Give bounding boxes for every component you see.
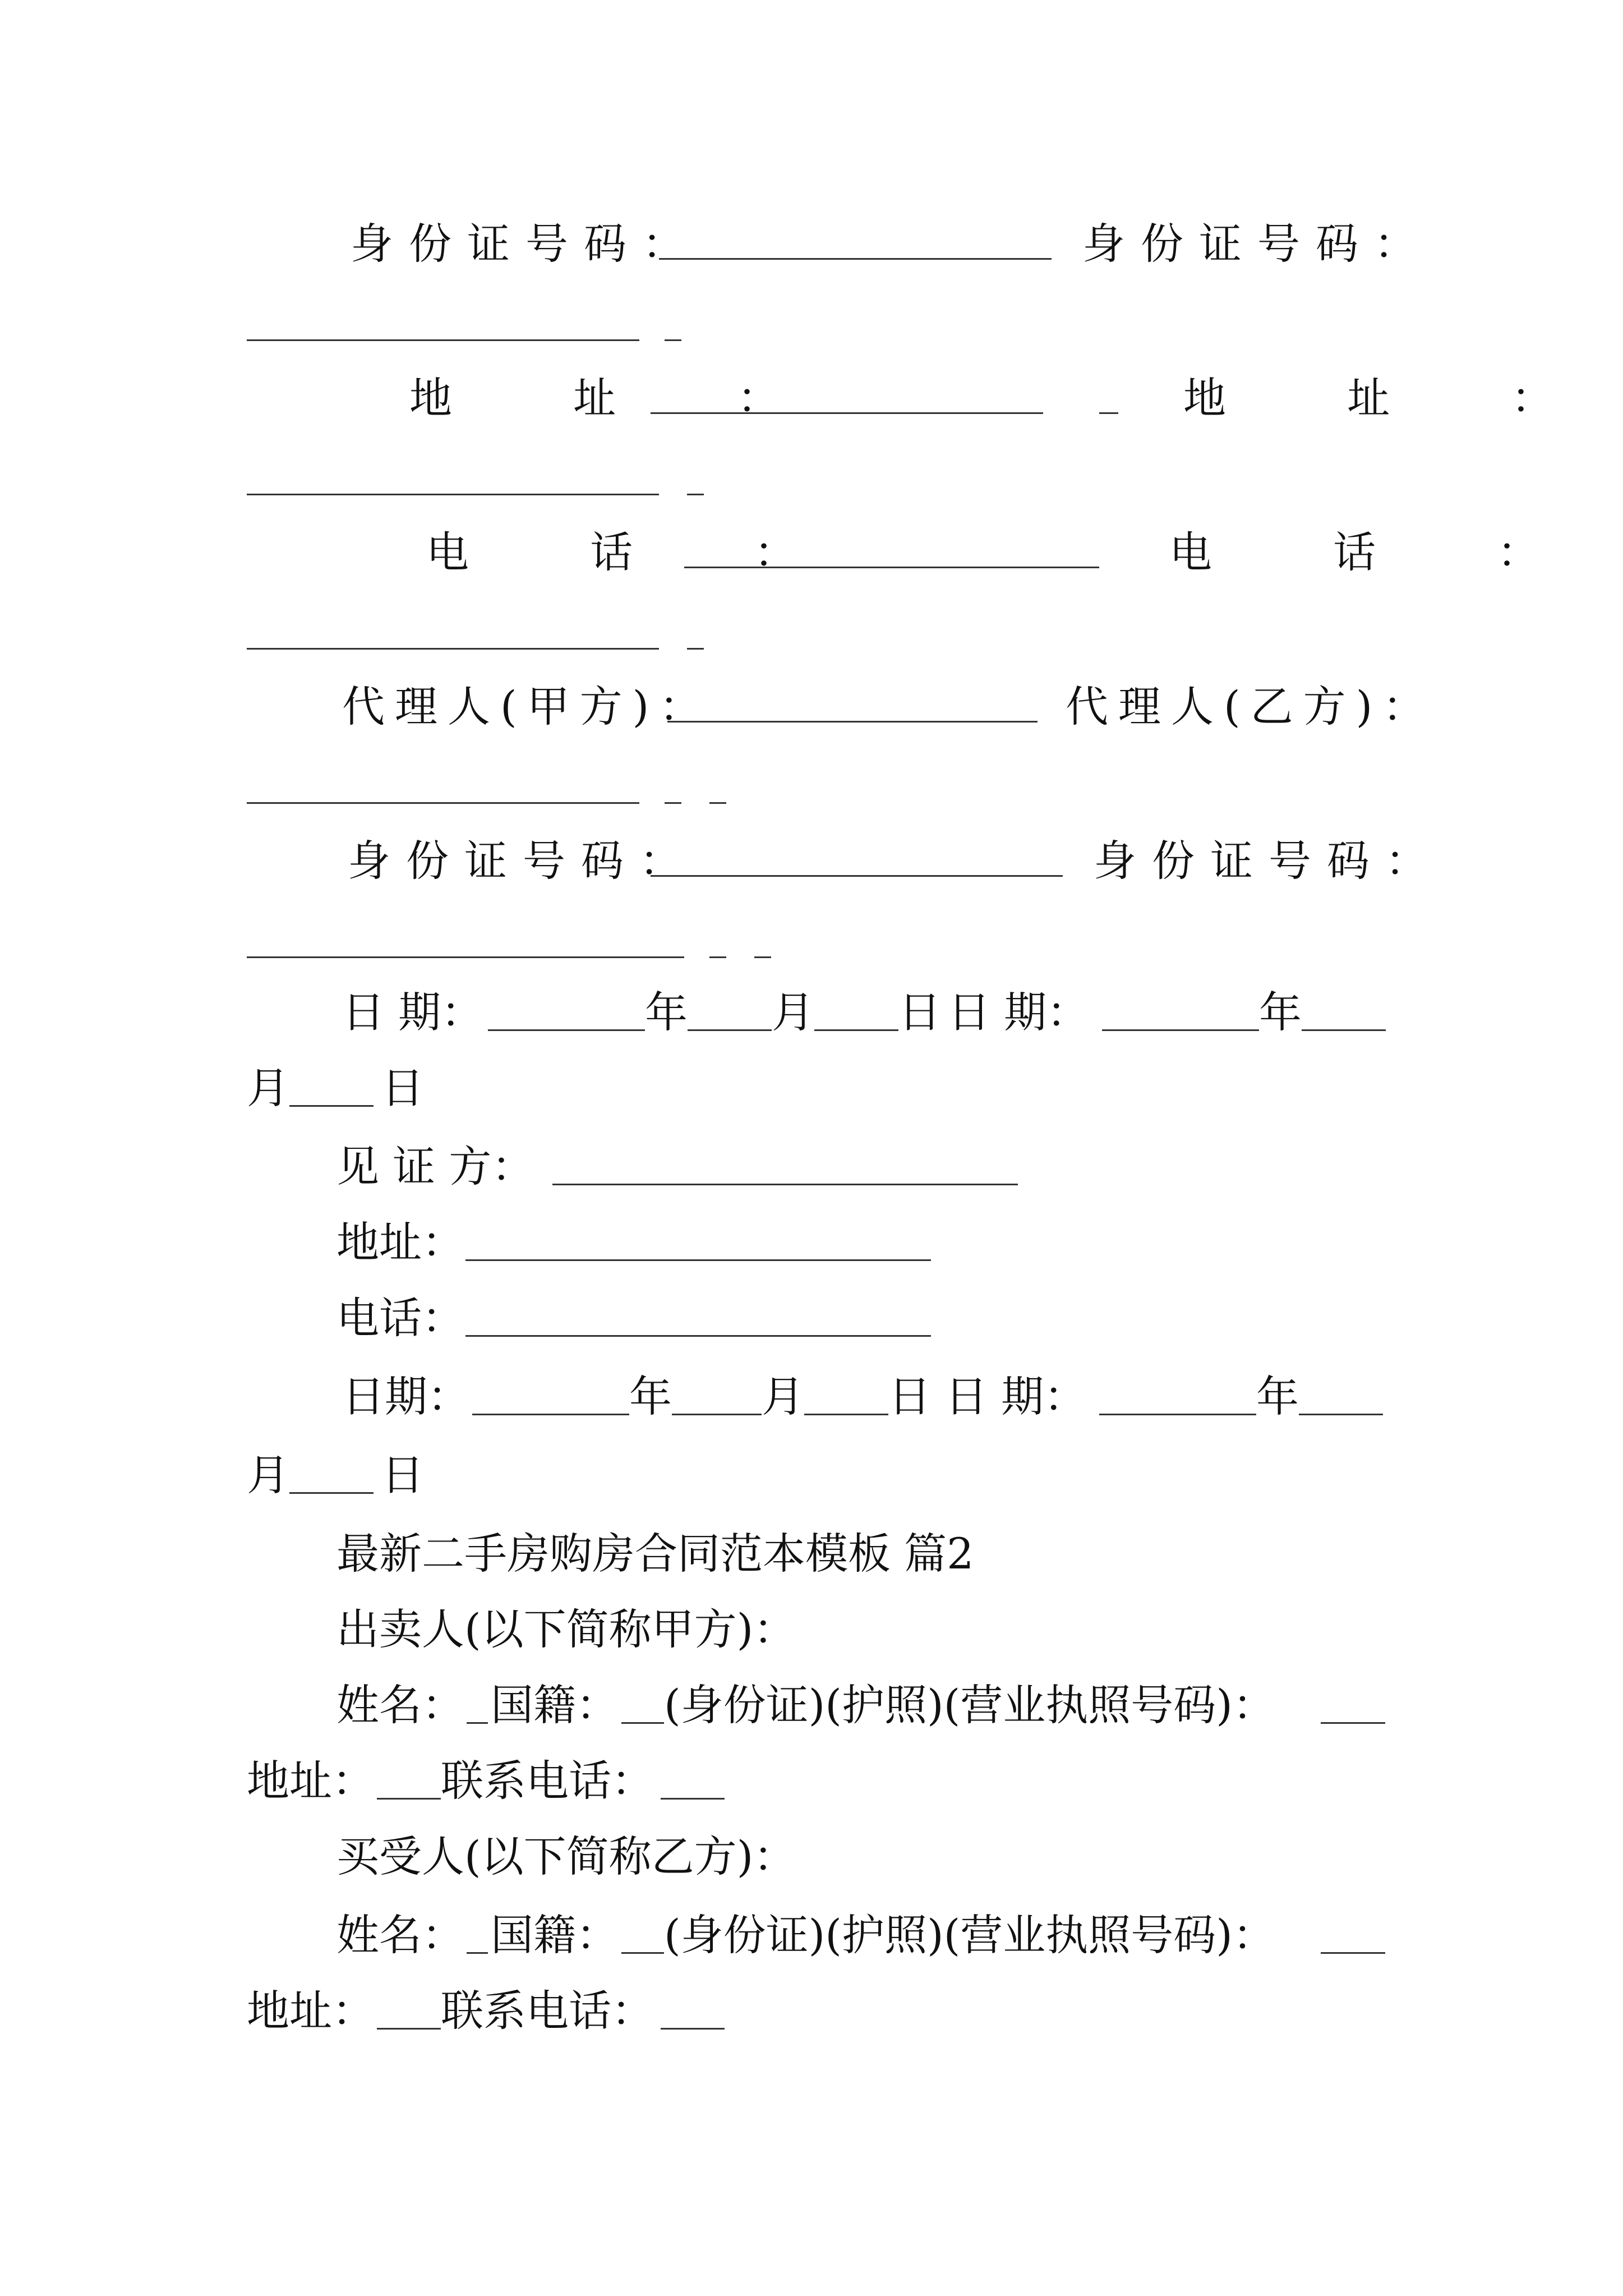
address-row-1 xyxy=(0,353,1623,443)
buyer-name-label: 姓名： xyxy=(336,1910,464,1960)
buyer-nationality-blank xyxy=(621,1952,664,1954)
blank-tail xyxy=(687,494,704,495)
date-row-2 xyxy=(0,1352,1623,1442)
witness-address-label: 地址： xyxy=(336,1217,464,1267)
date-row-1-cont xyxy=(0,1043,1623,1133)
witness-day-blank-b xyxy=(289,1492,374,1494)
agent-label-a: 代理人(甲方)： xyxy=(342,682,712,731)
witness-year-b: 年 xyxy=(1256,1372,1299,1421)
blank-tail xyxy=(687,648,704,650)
witness-year-blank-b xyxy=(1099,1414,1256,1415)
date-day-b: 日 xyxy=(381,1063,424,1113)
agent-blank-b xyxy=(247,802,639,804)
buyer-intro-row xyxy=(0,1812,1623,1902)
buyer-phone-label: 联系电话： xyxy=(441,1986,654,2036)
blank-tail xyxy=(709,956,726,958)
buyer-address-label: 地址： xyxy=(247,1986,375,2036)
witness-date-label-b: 日 期： xyxy=(945,1372,1087,1421)
witness-phone-blank xyxy=(465,1335,931,1337)
agent-id-label-b: 身份证号码： xyxy=(1094,836,1444,886)
id-number-blank-a xyxy=(659,258,1052,260)
witness-year: 年 xyxy=(629,1372,672,1421)
address-label-a: 地 址 ： xyxy=(409,373,834,423)
seller-name-blank xyxy=(467,1722,488,1724)
phone-label-b: 电 话 ： xyxy=(1169,527,1594,577)
buyer-name-blank xyxy=(467,1952,488,1954)
blank-tail xyxy=(709,802,726,804)
id-number-label-b: 身份证号码： xyxy=(1082,219,1432,269)
date-month-b: 月 xyxy=(247,1063,289,1113)
date-year-blank-b xyxy=(1102,1029,1259,1031)
seller-nationality-blank xyxy=(621,1722,664,1724)
buyer-intro: 买受人(以下简称乙方)： xyxy=(336,1832,796,1881)
section-heading: 最新二手房购房合同范本模板 篇2 xyxy=(336,1529,974,1579)
date-label-b: 日 期： xyxy=(948,987,1090,1037)
blank-tail xyxy=(754,956,771,958)
witness-month-b: 月 xyxy=(247,1450,289,1500)
buyer-address-blank xyxy=(377,2028,441,2030)
blank-tail xyxy=(665,339,681,341)
agent-label-b: 代理人(乙方)： xyxy=(1066,682,1436,731)
address-blank-b xyxy=(247,494,659,495)
date-day-a: 日 xyxy=(898,987,941,1037)
date-day-blank-a xyxy=(814,1029,898,1031)
seller-name-label: 姓名： xyxy=(336,1680,464,1730)
witness-day: 日 xyxy=(888,1372,931,1421)
address-blank-a xyxy=(651,412,1043,414)
witness-month-blank-b xyxy=(1299,1414,1383,1415)
blank-tail xyxy=(1099,412,1118,414)
seller-address-blank xyxy=(377,1798,441,1800)
agent-row xyxy=(0,662,1623,752)
id-number-row-2 xyxy=(0,816,1623,906)
seller-phone-label: 联系电话： xyxy=(441,1756,654,1806)
seller-address-label: 地址： xyxy=(247,1756,375,1806)
witness-phone-row xyxy=(0,1273,1623,1363)
date-label-a: 日 期： xyxy=(342,987,484,1037)
date-month-blank-b xyxy=(1302,1029,1386,1031)
agent-id-label-a: 身份证号码： xyxy=(348,836,698,886)
agent-blank-a xyxy=(667,721,1038,723)
witness-address-blank xyxy=(465,1259,931,1261)
witness-year-blank xyxy=(472,1414,629,1415)
seller-intro: 出卖人(以下简称甲方)： xyxy=(336,1604,796,1654)
witness-day-blank xyxy=(804,1414,888,1415)
blank-tail xyxy=(665,802,681,804)
agent-id-blank-a xyxy=(651,875,1063,877)
witness-phone-label: 电话： xyxy=(336,1293,464,1343)
seller-nationality-label: 国籍： xyxy=(491,1680,619,1730)
buyer-phone-blank xyxy=(661,2028,725,2030)
date-month-blank-a xyxy=(688,1029,772,1031)
witness-date-label: 日期： xyxy=(342,1372,470,1421)
witness-month-blank xyxy=(672,1414,762,1415)
seller-id-blank xyxy=(1321,1722,1385,1724)
buyer-id-blank xyxy=(1321,1952,1385,1954)
witness-day-b: 日 xyxy=(381,1450,424,1500)
buyer-nationality-label: 国籍： xyxy=(491,1910,619,1960)
seller-id-label: (身份证)(护照)(营业执照号码)： xyxy=(664,1680,1275,1730)
witness-month: 月 xyxy=(762,1372,804,1421)
phone-label-a: 电 话 ： xyxy=(426,527,851,577)
id-number-blank-b xyxy=(247,339,639,341)
date-year-b: 年 xyxy=(1259,987,1302,1037)
seller-phone-blank xyxy=(661,1798,725,1800)
date-month-a: 月 xyxy=(772,987,814,1037)
address-label-b: 地 址 ： xyxy=(1183,373,1608,423)
agent-id-blank-b xyxy=(247,956,684,958)
id-number-row-1 xyxy=(0,199,1623,289)
date-row-2-cont xyxy=(0,1430,1623,1520)
phone-blank-a xyxy=(684,567,1099,568)
buyer-details-row-cont xyxy=(0,1966,1623,2056)
buyer-id-label: (身份证)(护照)(营业执照号码)： xyxy=(664,1910,1275,1960)
date-year-a: 年 xyxy=(645,987,688,1037)
date-year-blank-a xyxy=(488,1029,645,1031)
witness-blank xyxy=(552,1184,1018,1185)
witness-label: 见 证 方： xyxy=(336,1142,534,1191)
phone-row-1 xyxy=(0,508,1623,597)
date-day-blank-b xyxy=(289,1105,374,1107)
id-number-label-a: 身份证号码： xyxy=(351,219,700,269)
phone-blank-b xyxy=(247,648,659,650)
